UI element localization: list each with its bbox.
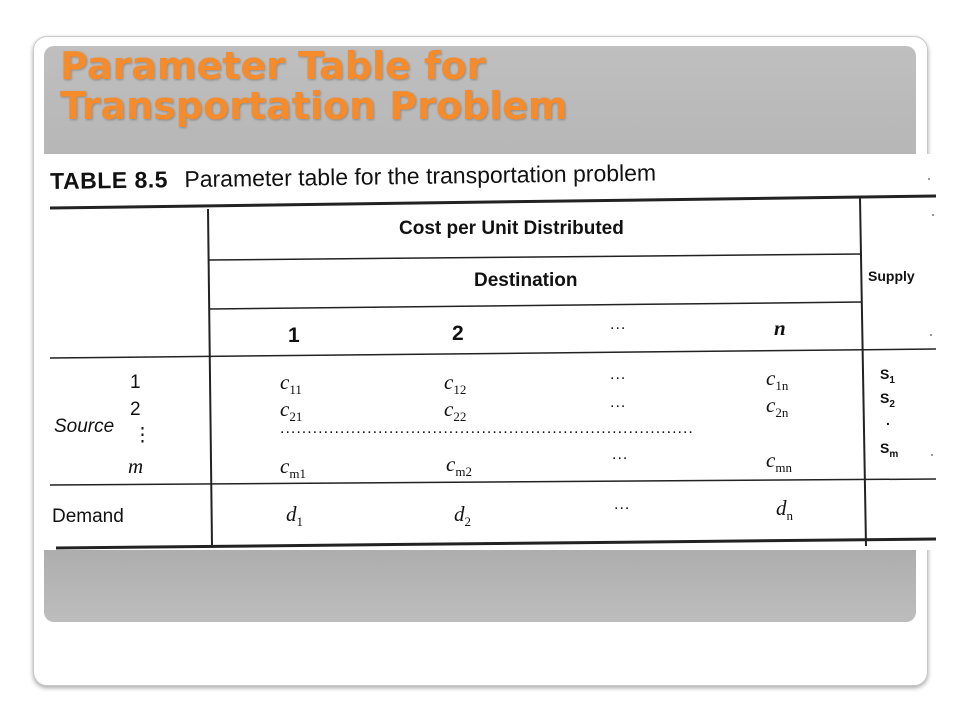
table-grid [44, 154, 936, 550]
bottom-rule [56, 539, 936, 548]
table-caption-number: TABLE 8.5 [50, 166, 169, 194]
slide-title: Parameter Table for Transportation Problem [60, 44, 568, 128]
source-label: Source [54, 416, 115, 437]
scan-speck [932, 214, 934, 216]
table-caption-text: Parameter table for the transportation problem [184, 159, 657, 193]
dest-col-ellipsis: ... [610, 316, 627, 333]
demand-ellipsis: ... [614, 496, 631, 513]
body-demand-rule [50, 479, 936, 485]
source-row-2: 2 [130, 399, 141, 420]
top-rule [50, 196, 936, 208]
destination-header: Destination [474, 270, 578, 291]
cost-cm2: $c_{m2}$ [446, 452, 472, 480]
source-row-1: 1 [130, 372, 141, 393]
dotted-separator: ............................................................................ [280, 420, 694, 437]
header-body-rule [50, 349, 936, 358]
cost-c2n: $c_{2n}$ [766, 393, 789, 421]
destination-rule [210, 302, 862, 309]
demand-d1: $d_1$ [286, 502, 303, 530]
cost-row2-ellipsis: ... [610, 394, 627, 411]
cost-cmn: $c_{mn}$ [766, 448, 792, 476]
scan-speck [930, 334, 932, 336]
supply-sm: $S_m$ [880, 440, 899, 460]
cost-c12: $c_{12}$ [444, 370, 467, 398]
demand-label: Demand [52, 506, 124, 527]
cost-header: Cost per Unit Distributed [399, 218, 624, 239]
demand-d2: $d_2$ [454, 502, 471, 530]
dest-col-2: 2 [452, 322, 464, 345]
supply-header: Supply [868, 268, 915, 284]
scan-speck [928, 178, 930, 180]
supply-dot: . [886, 412, 890, 428]
dest-col-1: 1 [288, 324, 300, 347]
dest-col-n: n [774, 316, 786, 340]
cost-rowm-ellipsis: ... [612, 446, 629, 463]
cost-c22: $c_{22}$ [444, 397, 467, 425]
source-row-vdots: ⋮ [133, 425, 152, 446]
cost-c21: $c_{21}$ [280, 397, 303, 425]
cost-c1n: $c_{1n}$ [766, 366, 789, 394]
scanned-table-image [44, 154, 936, 550]
cost-cm1: $c_{m1}$ [280, 454, 306, 482]
supply-s1: $S_1$ [880, 366, 895, 386]
supply-s2: $S_2$ [880, 390, 895, 410]
right-divider [860, 198, 866, 546]
cost-c11: $c_{11}$ [280, 370, 302, 398]
demand-dn: $d_n$ [776, 496, 793, 524]
cost-header-rule [209, 254, 862, 260]
scan-speck [931, 454, 933, 456]
source-row-m: m [128, 454, 144, 478]
cost-row1-ellipsis: ... [610, 366, 627, 383]
